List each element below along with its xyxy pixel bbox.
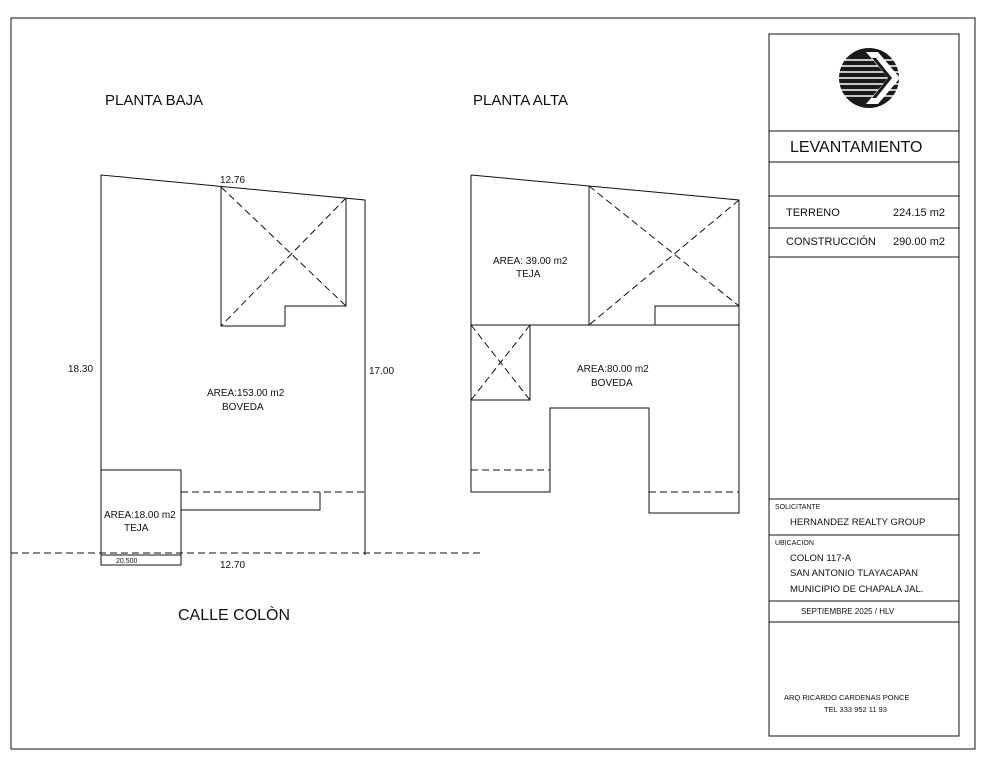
upper-area-b: AREA:80.00 m2 bbox=[577, 364, 649, 375]
upper-floor-walls bbox=[471, 175, 739, 513]
arrow-logo-icon bbox=[836, 48, 902, 108]
ground-small-area: AREA:18.00 m2 bbox=[104, 510, 176, 521]
ground-dim-right: 17.00 bbox=[369, 366, 395, 377]
tb-architect: ARQ RICARDO CARDENAS PONCE bbox=[784, 693, 910, 702]
tb-ubicacion-label: UBICACION bbox=[775, 540, 814, 547]
tb-ubicacion-line3: MUNICIPIO DE CHAPALA JAL. bbox=[790, 584, 924, 595]
tb-construccion-value: 290.00 m2 bbox=[893, 236, 945, 248]
ground-main-type: BOVEDA bbox=[222, 402, 264, 413]
ground-dim-left: 18.30 bbox=[68, 364, 94, 375]
ground-dim-bottom: 12.70 bbox=[220, 560, 246, 571]
ground-small-type: TEJA bbox=[124, 523, 149, 534]
upper-type-a: TEJA bbox=[516, 269, 541, 280]
upper-floor-title: PLANTA ALTA bbox=[473, 92, 569, 109]
tb-construccion-label: CONSTRUCCIÓN bbox=[786, 236, 876, 248]
ground-floor-plan bbox=[101, 175, 365, 565]
tb-tel: TEL 333 952 11 93 bbox=[824, 705, 887, 714]
upper-type-b: BOVEDA bbox=[591, 378, 633, 389]
street-name: CALLE COLÒN bbox=[178, 607, 291, 624]
upper-area-a: AREA: 39.00 m2 bbox=[493, 256, 568, 267]
tb-solicitante-value: HERNANDEZ REALTY GROUP bbox=[790, 517, 926, 528]
ground-dim-top: 12.76 bbox=[220, 175, 246, 186]
tb-heading: LEVANTAMIENTO bbox=[790, 139, 923, 156]
ground-floor-walls bbox=[101, 175, 365, 555]
upper-void-diagonal-1 bbox=[589, 186, 739, 306]
ground-floor-void bbox=[221, 187, 346, 326]
ground-floor-title: PLANTA BAJA bbox=[105, 92, 204, 109]
void-diagonal-1 bbox=[221, 187, 346, 306]
ground-main-area: AREA:153.00 m2 bbox=[207, 388, 285, 399]
tb-terreno-value: 224.15 m2 bbox=[893, 207, 945, 219]
void-diagonal-2 bbox=[221, 198, 346, 326]
tb-terreno-label: TERRENO bbox=[786, 207, 840, 219]
upper-void-notch bbox=[655, 306, 739, 325]
tb-ubicacion-line1: COLON 117-A bbox=[790, 553, 852, 564]
ground-dim-small: 20.500 bbox=[116, 558, 138, 565]
title-block bbox=[769, 34, 959, 736]
upper-floor-plan bbox=[471, 175, 739, 513]
tb-solicitante-label: SOLICITANTE bbox=[775, 504, 821, 511]
tb-date: SEPTIEMBRE 2025 / HLV bbox=[801, 607, 895, 616]
front-strip bbox=[181, 492, 320, 510]
sheet-border bbox=[11, 18, 975, 749]
tb-ubicacion-line2: SAN ANTONIO TLAYACAPAN bbox=[790, 568, 918, 579]
